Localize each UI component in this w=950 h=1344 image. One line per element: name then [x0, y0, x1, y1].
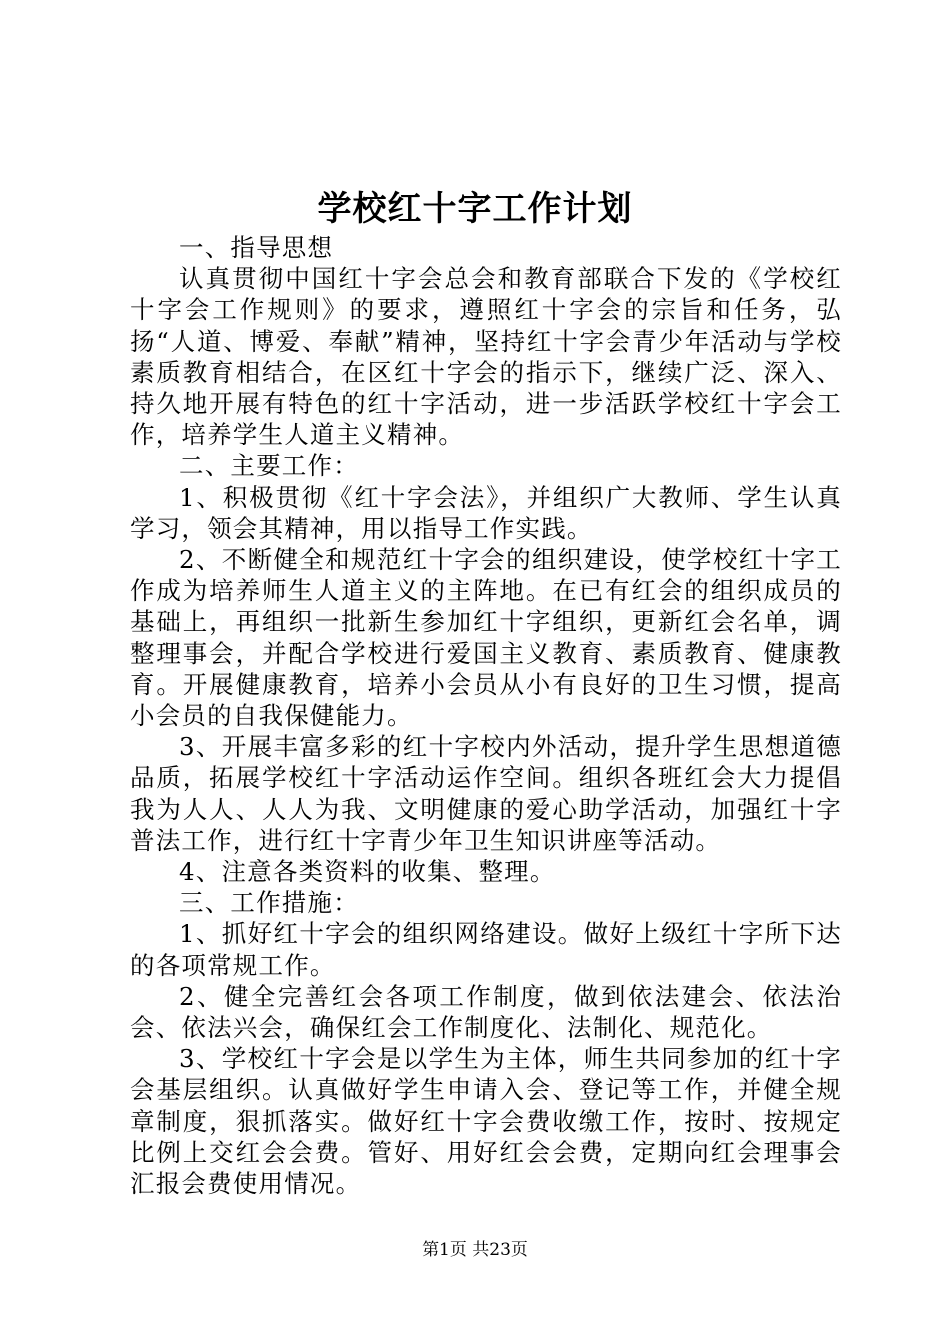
section-heading-measures: 三、工作措施： — [179, 888, 359, 918]
paragraph-main-work-1: 1、积极贯彻《红十字会法》，并组织广大教师、学生认真学习，领会其精神，用以指导工作实践。 — [130, 482, 842, 543]
document-title: 学校红十字工作计划 — [317, 189, 633, 229]
section-heading-guiding-ideology: 一、指导思想 — [179, 233, 334, 262]
paragraph-measures-3: 3、学校红十字会是以学生为主体，师生共同参加的红十字会基层组织。认真做好学生申请入会、登记等工作，并健全规章制度，狠抓落实。做好红十字会费收缴工作，按时、按规定比例上交红会会费。管好、用好红会会费，定期向红会理事会汇报会费使用情况。 — [130, 1044, 842, 1199]
paragraph-measures-2: 2、健全完善红会各项工作制度，做到依法建会、依法治会、依法兴会，确保红会工作制度化、法制化、规范化。 — [130, 981, 842, 1043]
section-heading-main-work: 二、主要工作： — [179, 451, 359, 481]
page-number-footer: 第1页 共23页 — [422, 1240, 528, 1260]
paragraph-measures-1: 1、抓好红十字会的组织网络建设。做好上级红十字所下达的各项常规工作。 — [130, 919, 842, 980]
paragraph-main-work-4: 4、注意各类资料的收集、整理。 — [179, 857, 556, 887]
document-body — [130, 232, 842, 1199]
paragraph-main-work-2: 2、不断健全和规范红十字会的组织建设，使学校红十字工作成为培养师生人道主义的主阵地。在已有红会的组织成员的基础上，再组织一批新生参加红十字组织，更新红会名单，调整理事会，并配合学校进行爱国主义教育、素质教育、健康教育。开展健康教育，培养小会员从小有良好的卫生习惯，提高小会员的自我保健能力。 — [130, 545, 842, 731]
paragraph-main-work-3: 3、开展丰富多彩的红十字校内外活动，提升学生思想道德品质，拓展学校红十字活动运作空间。组织各班红会大力提倡我为人人、人人为我、文明健康的爱心助学活动，加强红十字普法工作，进行红十字青少年卫生知识讲座等活动。 — [130, 732, 842, 855]
paragraph-guiding-ideology: 认真贯彻中国红十字会总会和教育部联合下发的《学校红十字会工作规则》的要求，遵照红十字会的宗旨和任务，弘扬“人道、博爱、奉献”精神，坚持红十字会青少年活动与学校素质教育相结合，在区红十字会的指示下，继续广泛、深入、持久地开展有特色的红十字活动，进一步活跃学校红十字会工作，培养学生人道主义精神。 — [130, 264, 842, 450]
